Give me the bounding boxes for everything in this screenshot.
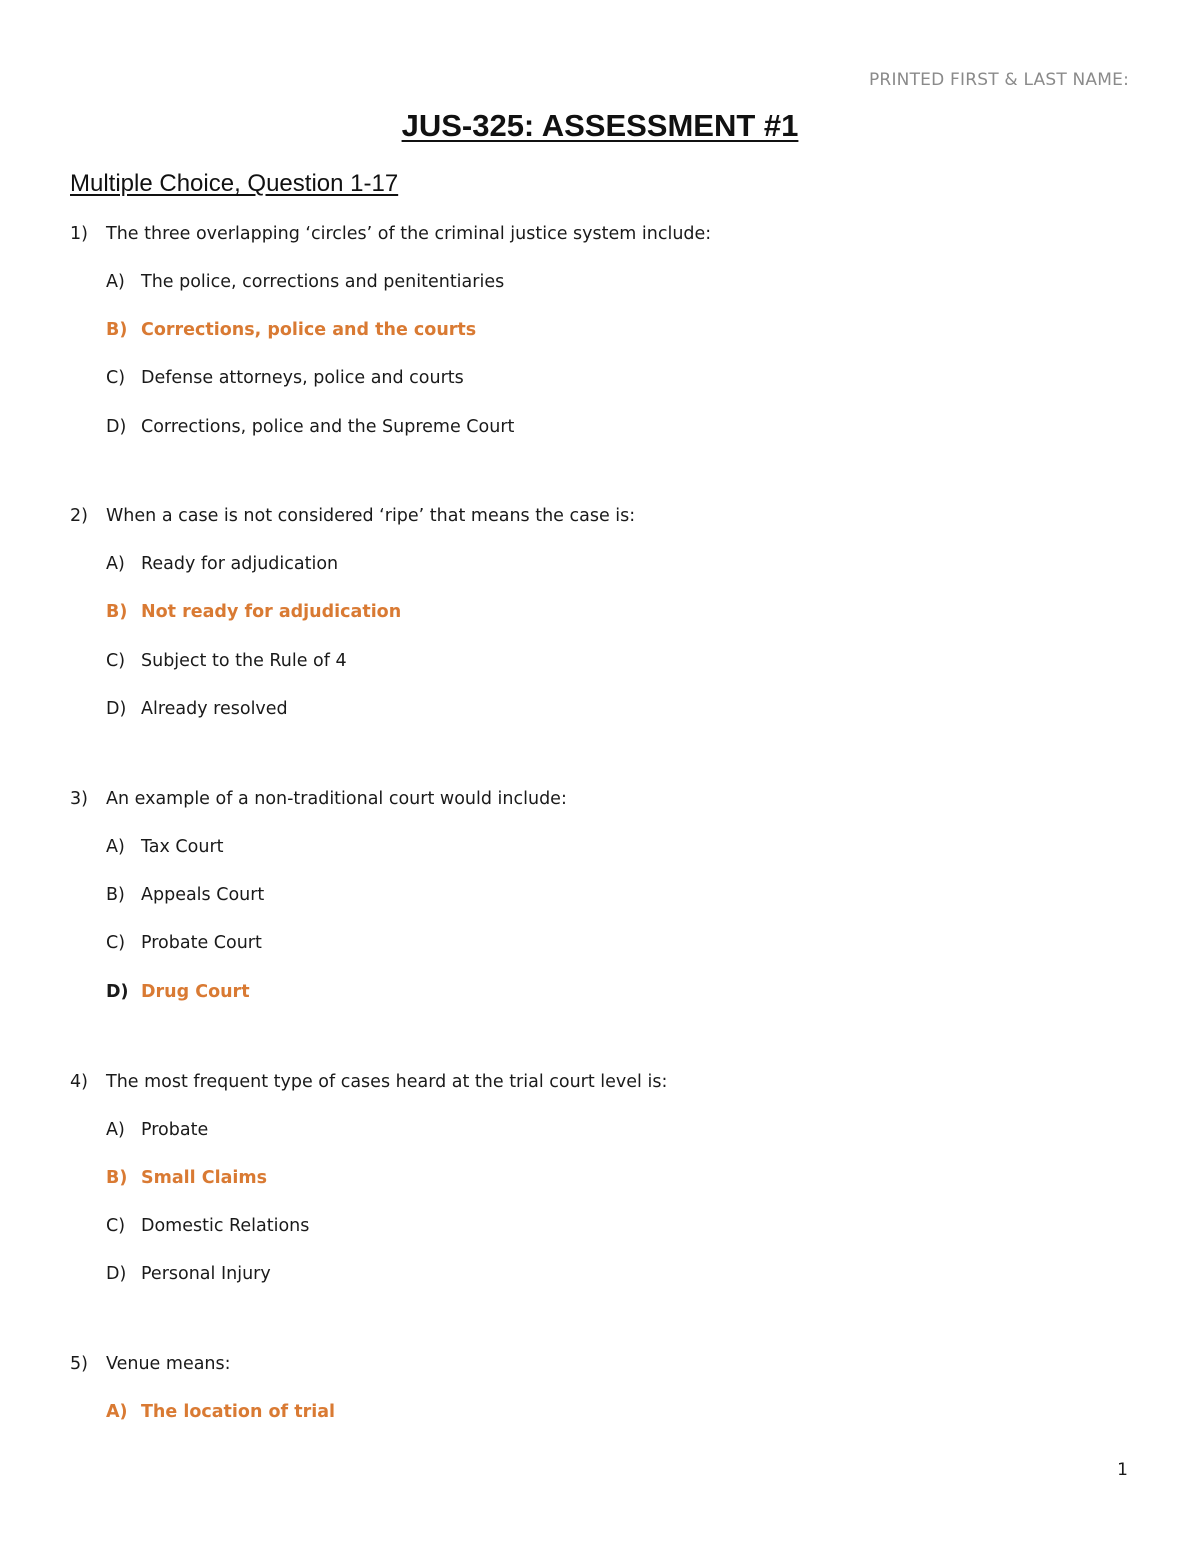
option-letter: C) — [106, 1216, 126, 1236]
option-letter: B) — [106, 885, 125, 905]
question-text: Venue means: — [106, 1354, 231, 1374]
option-letter: D) — [106, 699, 127, 719]
option-text: The police, corrections and penitentiaries — [141, 272, 505, 292]
option-letter: A) — [106, 837, 125, 857]
question-number: 1) — [70, 224, 88, 244]
document-title: JUS-325: ASSESSMENT #1 — [401, 108, 799, 143]
option-text-correct: The location of trial — [141, 1402, 336, 1422]
option-text: Corrections, police and the Supreme Court — [141, 417, 515, 437]
option-text-correct: Not ready for adjudication — [141, 602, 402, 622]
option-text: Ready for adjudication — [141, 554, 339, 574]
option-text: Already resolved — [141, 699, 288, 719]
option-letter: A) — [106, 272, 125, 292]
option-letter: C) — [106, 933, 126, 953]
question-number: 4) — [70, 1072, 88, 1092]
option-letter: D) — [106, 417, 127, 437]
option-letter-correct: A) — [106, 1402, 128, 1422]
option-text: Tax Court — [141, 837, 224, 857]
option-letter: A) — [106, 554, 125, 574]
option-text: Subject to the Rule of 4 — [141, 651, 347, 671]
option-text: Probate — [141, 1120, 209, 1140]
option-text-correct: Drug Court — [141, 982, 250, 1002]
option-letter: D) — [106, 1264, 127, 1284]
option-text-correct: Corrections, police and the courts — [141, 320, 477, 340]
question-text: When a case is not considered ‘ripe’ that means the case is: — [106, 506, 636, 526]
option-text: Probate Court — [141, 933, 262, 953]
option-letter: A) — [106, 1120, 125, 1140]
option-text: Appeals Court — [141, 885, 265, 905]
option-letter: C) — [106, 651, 126, 671]
question-text: The most frequent type of cases heard at the trial court level is: — [106, 1072, 668, 1092]
option-text: Personal Injury — [141, 1264, 271, 1284]
option-text: Domestic Relations — [141, 1216, 310, 1236]
section-heading: Multiple Choice, Question 1-17 — [70, 170, 399, 197]
option-text: Defense attorneys, police and courts — [141, 368, 464, 388]
question-text: An example of a non-traditional court would include: — [106, 789, 567, 809]
option-letter-correct: B) — [106, 320, 128, 340]
page-number: 1 — [1117, 1460, 1128, 1480]
header-name-label: PRINTED FIRST & LAST NAME: — [868, 70, 1129, 90]
option-letter-correct: B) — [106, 1168, 128, 1188]
question-number: 2) — [70, 506, 88, 526]
option-letter: D) — [106, 982, 129, 1002]
option-text-correct: Small Claims — [141, 1168, 268, 1188]
question-text: The three overlapping ‘circles’ of the criminal justice system include: — [106, 224, 712, 244]
question-number: 5) — [70, 1354, 88, 1374]
option-letter-correct: B) — [106, 602, 128, 622]
question-number: 3) — [70, 789, 88, 809]
option-letter: C) — [106, 368, 126, 388]
